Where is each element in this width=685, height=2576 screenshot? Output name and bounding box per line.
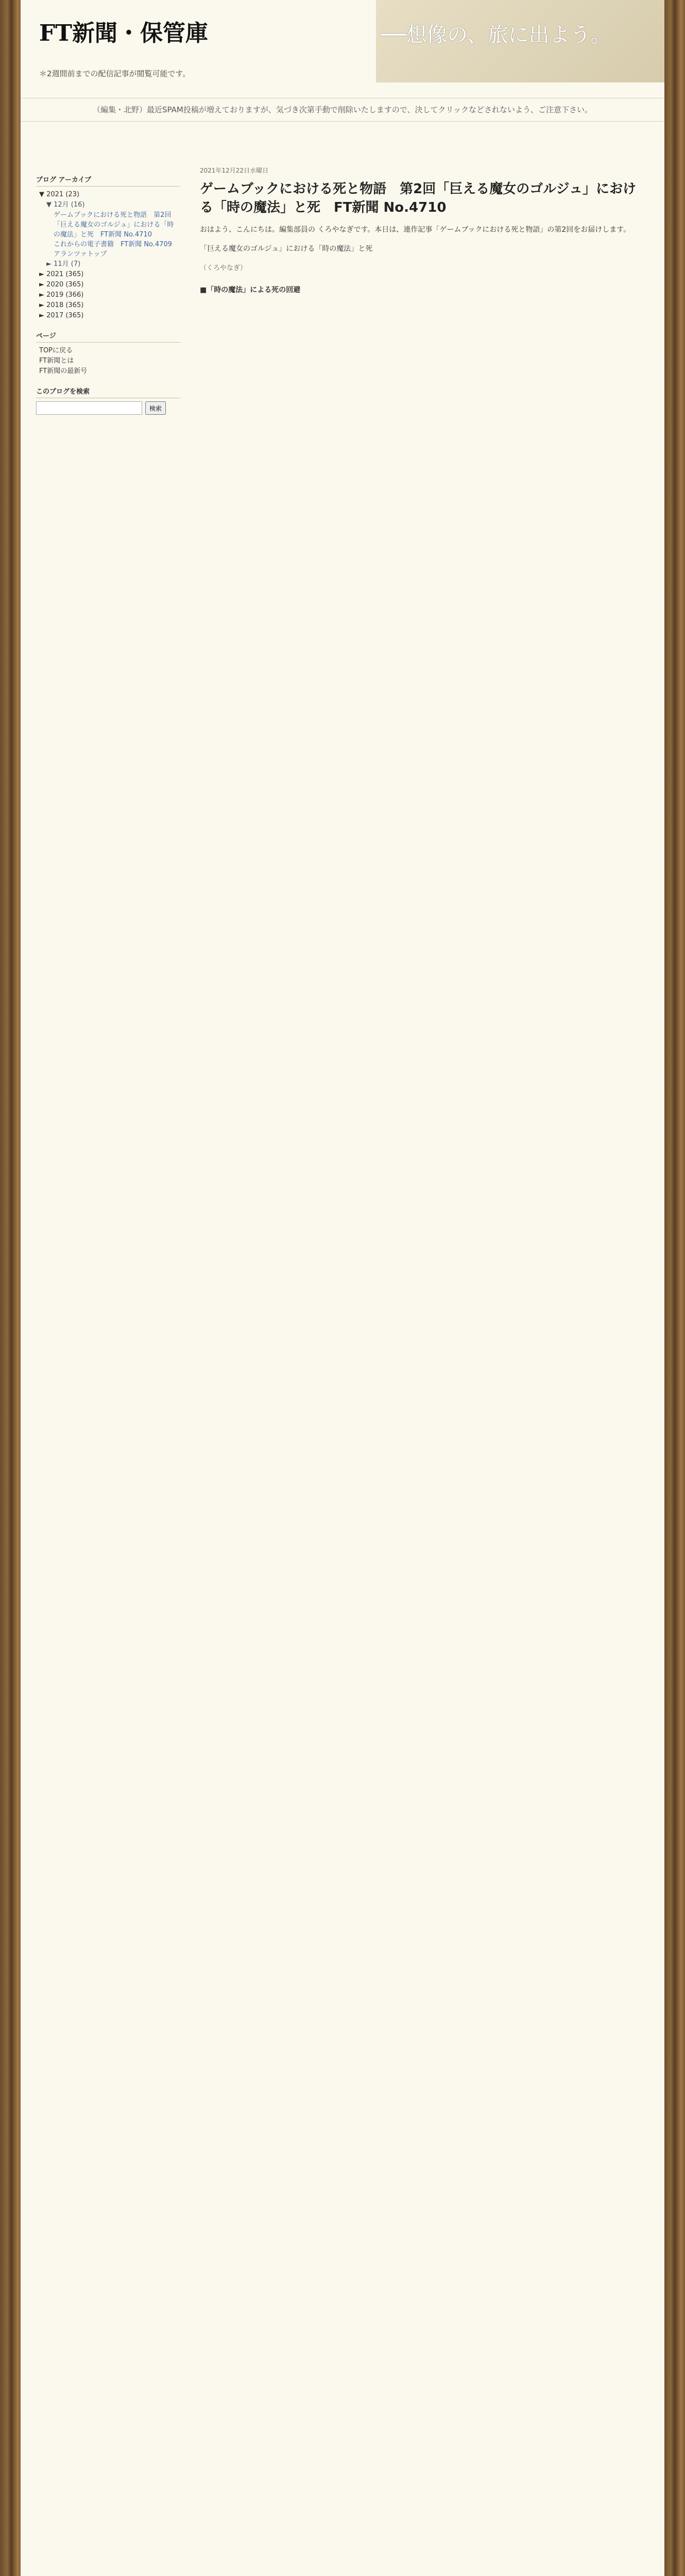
archive-post-link[interactable]: ゲームブックにおける死と物語 第2回「巨える魔女のゴルジュ」における「時の魔法」と死 FT新聞 No.4710 bbox=[54, 211, 174, 239]
post-paragraph: おはよう、こんにちは。編集部員の くろやなぎです。本日は、連作記事「ゲームブックにおける死と物語」の第2回をお届けします。 bbox=[200, 226, 631, 234]
sidebar bbox=[36, 165, 180, 415]
archive-post-link[interactable]: これからの電子書籍 FT新聞 No.4709 bbox=[54, 241, 172, 248]
archive-year[interactable]: ► 2021 (365) bbox=[39, 270, 84, 278]
page-link[interactable]: TOPに戻る bbox=[39, 347, 73, 354]
archive-year[interactable]: ► 2017 (365) bbox=[39, 312, 84, 319]
archive-post-link[interactable]: アランツァトップ bbox=[54, 250, 107, 258]
archive-year[interactable]: ▼ 2021 (23) bbox=[39, 191, 80, 198]
pages-heading: ページ bbox=[36, 330, 180, 343]
site-tagline: ──想像の、旅に出よう。 bbox=[381, 23, 611, 47]
search-button[interactable]: 検索 bbox=[145, 401, 166, 415]
search-heading: このブログを検索 bbox=[36, 386, 180, 398]
page-link[interactable]: FT新聞とは bbox=[39, 357, 74, 365]
archive-year[interactable]: ► 2019 (366) bbox=[39, 291, 84, 299]
page bbox=[21, 0, 664, 2576]
post-title[interactable]: ゲームブックにおける死と物語 第2回「巨える魔女のゴルジュ」における「時の魔法」と死 FT新聞 No.4710 bbox=[200, 181, 637, 215]
site-header bbox=[21, 0, 664, 98]
page-link[interactable]: FT新聞の最新号 bbox=[39, 367, 88, 375]
spam-notice: （編集・北野）最近SPAM投稿が増えておりますが、気づき次第手動で削除いたしますので、決してクリックなどされないよう、ご注意下さい。 bbox=[21, 98, 664, 122]
site-description: ＊2週間前までの配信記事が閲覧可能です。 bbox=[39, 69, 191, 78]
author-credit: （くろやなぎ） bbox=[200, 264, 247, 272]
archive-month[interactable]: ▼ 12月 (16) bbox=[46, 201, 85, 209]
archive-month[interactable]: ► 11月 (7) bbox=[46, 260, 81, 268]
post bbox=[200, 165, 648, 301]
search-input[interactable] bbox=[36, 401, 142, 415]
archive-year[interactable]: ► 2018 (365) bbox=[39, 301, 84, 309]
site-title[interactable]: FT新聞・保管庫 bbox=[39, 20, 208, 46]
archive-list bbox=[36, 190, 180, 321]
archive-heading: ブログ アーカイブ bbox=[36, 174, 180, 187]
article-subtitle: 「巨える魔女のゴルジュ」における「時の魔法」と死 bbox=[200, 245, 373, 253]
blog-search bbox=[36, 401, 180, 415]
archive-year[interactable]: ► 2020 (365) bbox=[39, 281, 84, 289]
pages-list bbox=[36, 346, 180, 377]
section-heading: ■「時の魔法」による死の回避 bbox=[200, 286, 301, 294]
post-date: 2021年12月22日水曜日 bbox=[200, 167, 269, 174]
